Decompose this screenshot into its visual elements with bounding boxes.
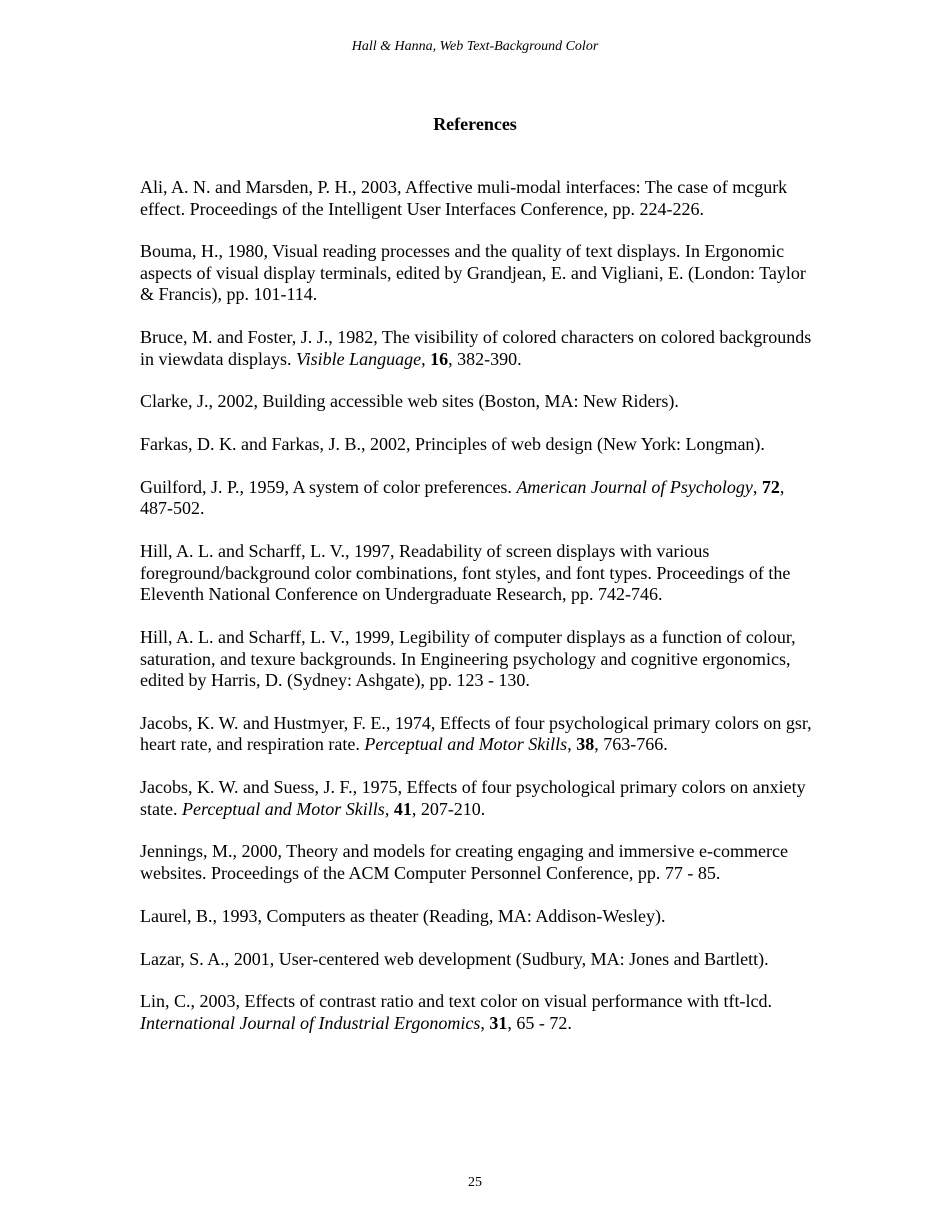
reference-text: Guilford, J. P., 1959, A system of color preferences. bbox=[140, 476, 517, 497]
reference-journal: American Journal of Psychology bbox=[516, 476, 753, 497]
reference-item bbox=[140, 949, 815, 971]
reference-text: Bruce, M. and Foster, J. J., 1982, The visibility of colored characters on colored backgrounds in viewdata displays. bbox=[140, 327, 812, 369]
reference-text: Hill, A. L. and Scharff, L. V., 1999, Legibility of computer displays as a function of colour, saturation, and texure backgrounds. In Engineering psychology and cognitive ergonomics, edited by Harris, D. (Sydney: Ashgate), pp. 123 - 130. bbox=[140, 627, 796, 691]
reference-pages: , 382-390. bbox=[448, 348, 522, 369]
reference-journal: Perceptual and Motor Skills bbox=[182, 798, 385, 819]
reference-text: Ali, A. N. and Marsden, P. H., 2003, Affective muli-modal interfaces: The case of mcgurk effect. Proceedings of the Intelligent User Interfaces Conference, pp. 224-226. bbox=[140, 177, 788, 219]
reference-item: Bruce, M. and Foster, J. J., 1982, The visibility of colored characters on colored backgrounds in viewdata displays. Visible Language, 16, 382-390. bbox=[140, 327, 812, 369]
reference-text: Bouma, H., 1980, Visual reading processes and the quality of text displays. In Ergonomic aspects of visual display terminals, edited by Grandjean, E. and Vigliani, E. (London: Taylor & Francis), pp. 101-114. bbox=[140, 241, 806, 305]
reference-text: Jacobs, K. W. and Hustmyer, F. E., 1974, Effects of four psychological primary colors on gsr, heart rate, and respiration rate. bbox=[140, 712, 812, 755]
reference-text: Jennings, M., 2000, Theory and models for creating engaging and immersive e-commerce websites. Proceedings of the ACM Computer Personnel Conference, pp. 77 - 85. bbox=[140, 841, 788, 883]
reference-item: Lin, C., 2003, Effects of contrast ratio and text color on visual performance with tft-lcd. International Journal of Industrial Ergonomics, 31, 65 - 72. bbox=[140, 991, 772, 1033]
reference-text: Laurel, B., 1993, Computers as theater (Reading, MA: Addison-Wesley). bbox=[140, 905, 666, 926]
reference-item bbox=[140, 391, 815, 413]
reference-text: Lazar, S. A., 2001, User-centered web development (Sudbury, MA: Jones and Bartlett). bbox=[140, 948, 769, 969]
reference-pages: , 487-502. bbox=[140, 476, 785, 519]
reference-volume: 31 bbox=[489, 1012, 508, 1033]
reference-item: Jacobs, K. W. and Suess, J. F., 1975, Effects of four psychological primary colors on anxiety state. Perceptual and Motor Skills, 41, 207-210. bbox=[140, 777, 806, 819]
reference-list bbox=[140, 177, 815, 1056]
reference-item bbox=[140, 627, 815, 692]
reference-journal: Perceptual and Motor Skills bbox=[364, 734, 568, 755]
reference-item bbox=[140, 541, 815, 606]
reference-pages: , 207-210. bbox=[411, 798, 486, 819]
reference-pages: , 65 - 72. bbox=[507, 1012, 572, 1033]
reference-text: Hill, A. L. and Scharff, L. V., 1997, Readability of screen displays with various foreground/background color combinations, font styles, and font types. Proceedings of the Eleventh National Conference on Undergraduate Research, pp. 742-746. bbox=[140, 541, 791, 605]
reference-volume: 38 bbox=[576, 734, 595, 755]
reference-item bbox=[140, 906, 815, 928]
reference-volume: 41 bbox=[393, 798, 412, 819]
reference-volume: 72 bbox=[761, 476, 780, 497]
reference-item: Jacobs, K. W. and Hustmyer, F. E., 1974, Effects of four psychological primary colors on gsr, heart rate, and respiration rate. Perceptual and Motor Skills, 38, 763-766. bbox=[140, 712, 812, 755]
reference-journal: International Journal of Industrial Ergonomics bbox=[140, 1012, 481, 1033]
reference-volume: 16 bbox=[430, 348, 449, 369]
reference-item bbox=[140, 434, 815, 456]
page-number: 25 bbox=[468, 1175, 482, 1190]
running-header: Hall & Hanna, Web Text-Background Color bbox=[351, 39, 599, 54]
reference-pages: , 763-766. bbox=[594, 734, 668, 755]
reference-item: Guilford, J. P., 1959, A system of color preferences. American Journal of Psychology, 72, 487-502. bbox=[140, 476, 785, 519]
reference-text: Farkas, D. K. and Farkas, J. B., 2002, Principles of web design (New York: Longman). bbox=[140, 434, 765, 455]
reference-text: Clarke, J., 2002, Building accessible web sites (Boston, MA: New Riders). bbox=[140, 391, 679, 412]
reference-item bbox=[140, 177, 815, 220]
reference-item bbox=[140, 241, 815, 306]
reference-text: Lin, C., 2003, Effects of contrast ratio and text color on visual performance with tft-lcd. bbox=[140, 991, 772, 1012]
reference-journal: Visible Language bbox=[295, 348, 422, 369]
section-title: References bbox=[433, 114, 517, 134]
reference-text: Jacobs, K. W. and Suess, J. F., 1975, Effects of four psychological primary colors on anxiety state. bbox=[140, 777, 806, 819]
reference-item bbox=[140, 841, 815, 884]
